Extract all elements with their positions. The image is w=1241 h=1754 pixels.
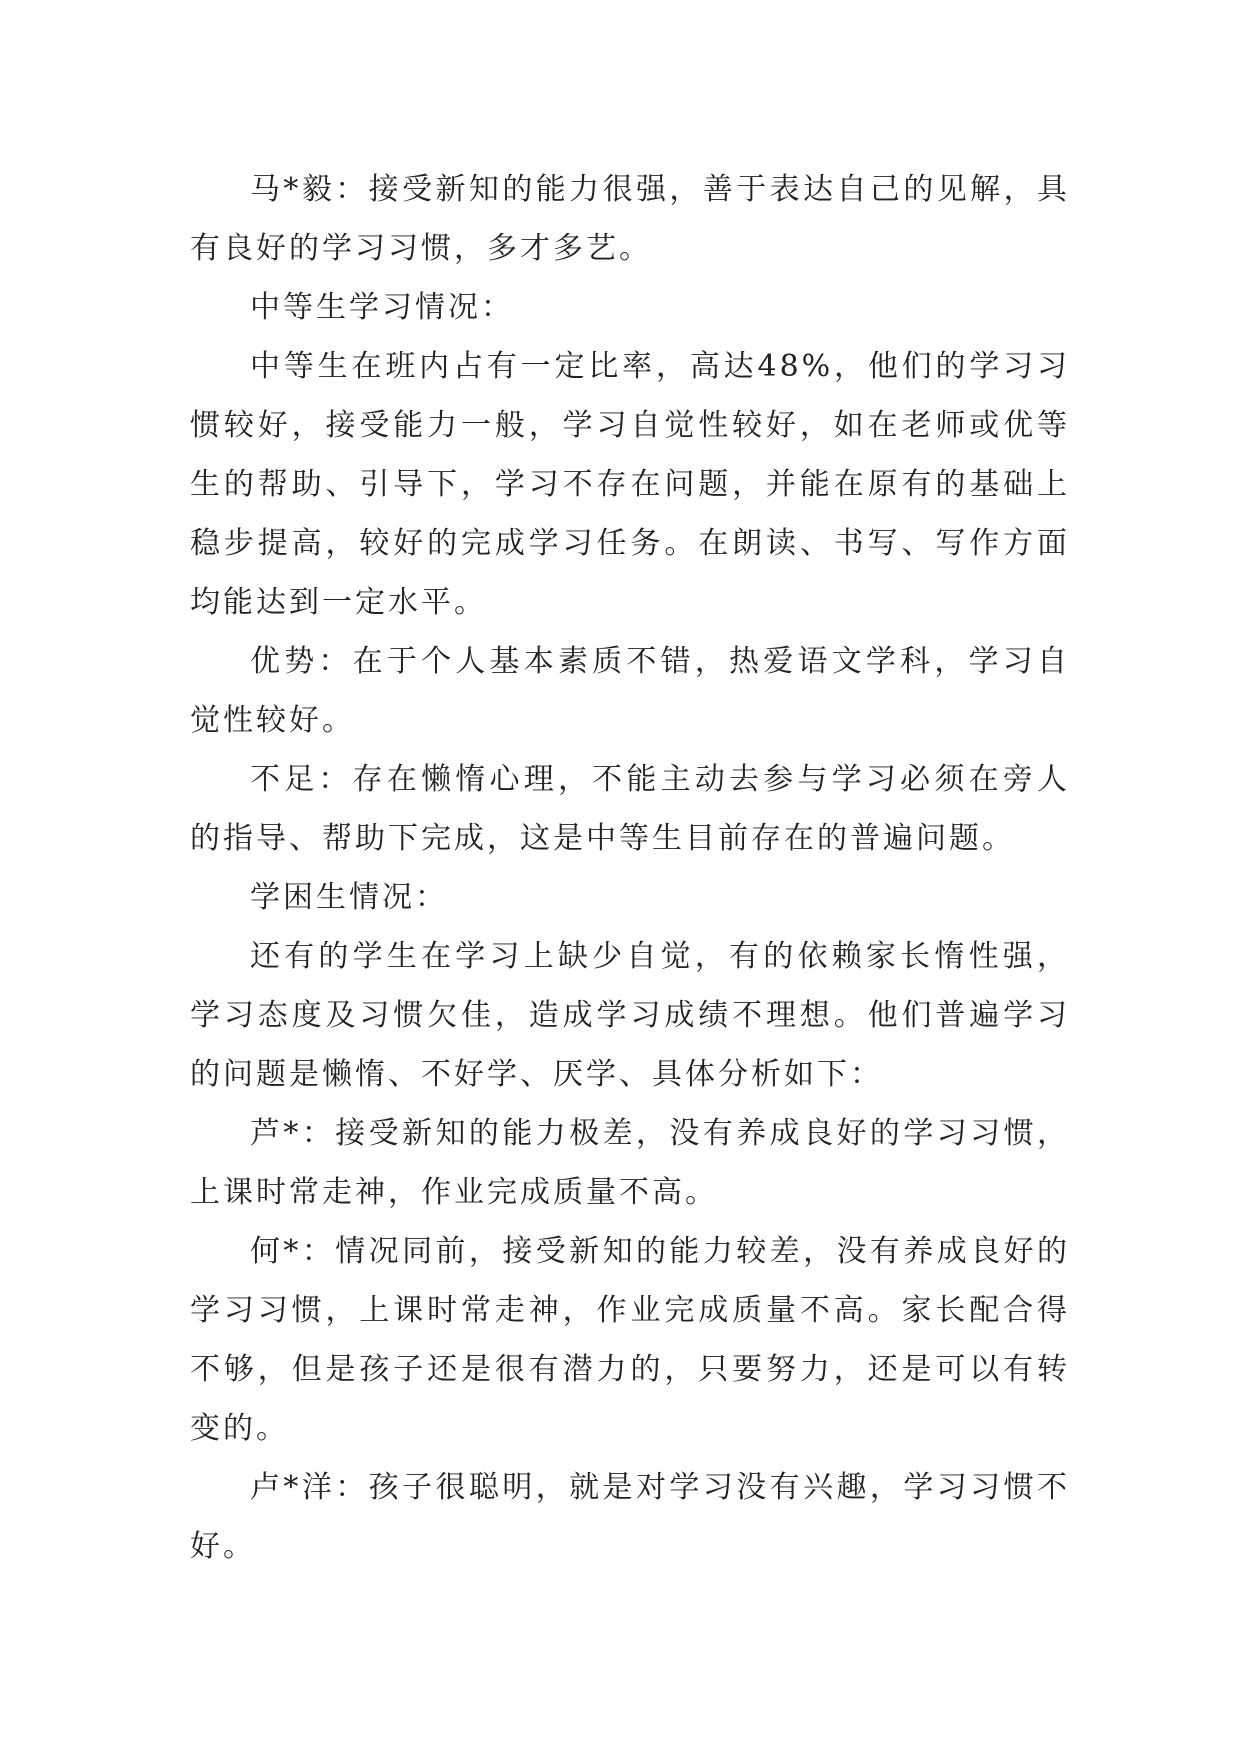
paragraph-student-lu: 芦*：接受新知的能力极差，没有养成良好的学习习惯，上课时常走神，作业完成质量不高。	[190, 1116, 1070, 1210]
paragraph-struggling-students: 还有的学生在学习上缺少自觉，有的依赖家长惰性强，学习态度及习惯欠佳，造成学习成绩不理想。他们普遍学习的问题是懒惰、不好学、厌学、具体分析如下：	[190, 939, 1070, 1092]
paragraph-student-lu-yang: 卢*洋：孩子很聪明，就是对学习没有兴趣，学习习惯不好。	[190, 1470, 1070, 1564]
heading-struggling-students: 学困生情况：	[250, 880, 448, 915]
heading-average-students: 中等生学习情况：	[250, 290, 514, 325]
paragraph-student-ma: 马*毅：接受新知的能力很强，善于表达自己的见解，具有良好的学习习惯，多才多艺。	[190, 172, 1070, 266]
paragraph-student-he: 何*：情况同前，接受新知的能力较差，没有养成良好的学习习惯，上课时常走神，作业完成质量不高。家长配合得不够，但是孩子还是很有潜力的，只要努力，还是可以有转变的。	[190, 1234, 1070, 1446]
paragraph-strengths: 优势：在于个人基本素质不错，热爱语文学科，学习自觉性较好。	[190, 644, 1070, 738]
paragraph-average-students: 中等生在班内占有一定比率，高达48%，他们的学习习惯较好，接受能力一般，学习自觉性较好，如在老师或优等生的帮助、引导下，学习不存在问题，并能在原有的基础上稳步提高，较好的完成学习任务。在朗读、书写、写作方面均能达到一定水平。	[190, 349, 1070, 620]
paragraph-weaknesses: 不足：存在懒惰心理，不能主动去参与学习必须在旁人的指导、帮助下完成，这是中等生目前存在的普遍问题。	[190, 762, 1070, 856]
document-body	[190, 160, 1070, 1576]
